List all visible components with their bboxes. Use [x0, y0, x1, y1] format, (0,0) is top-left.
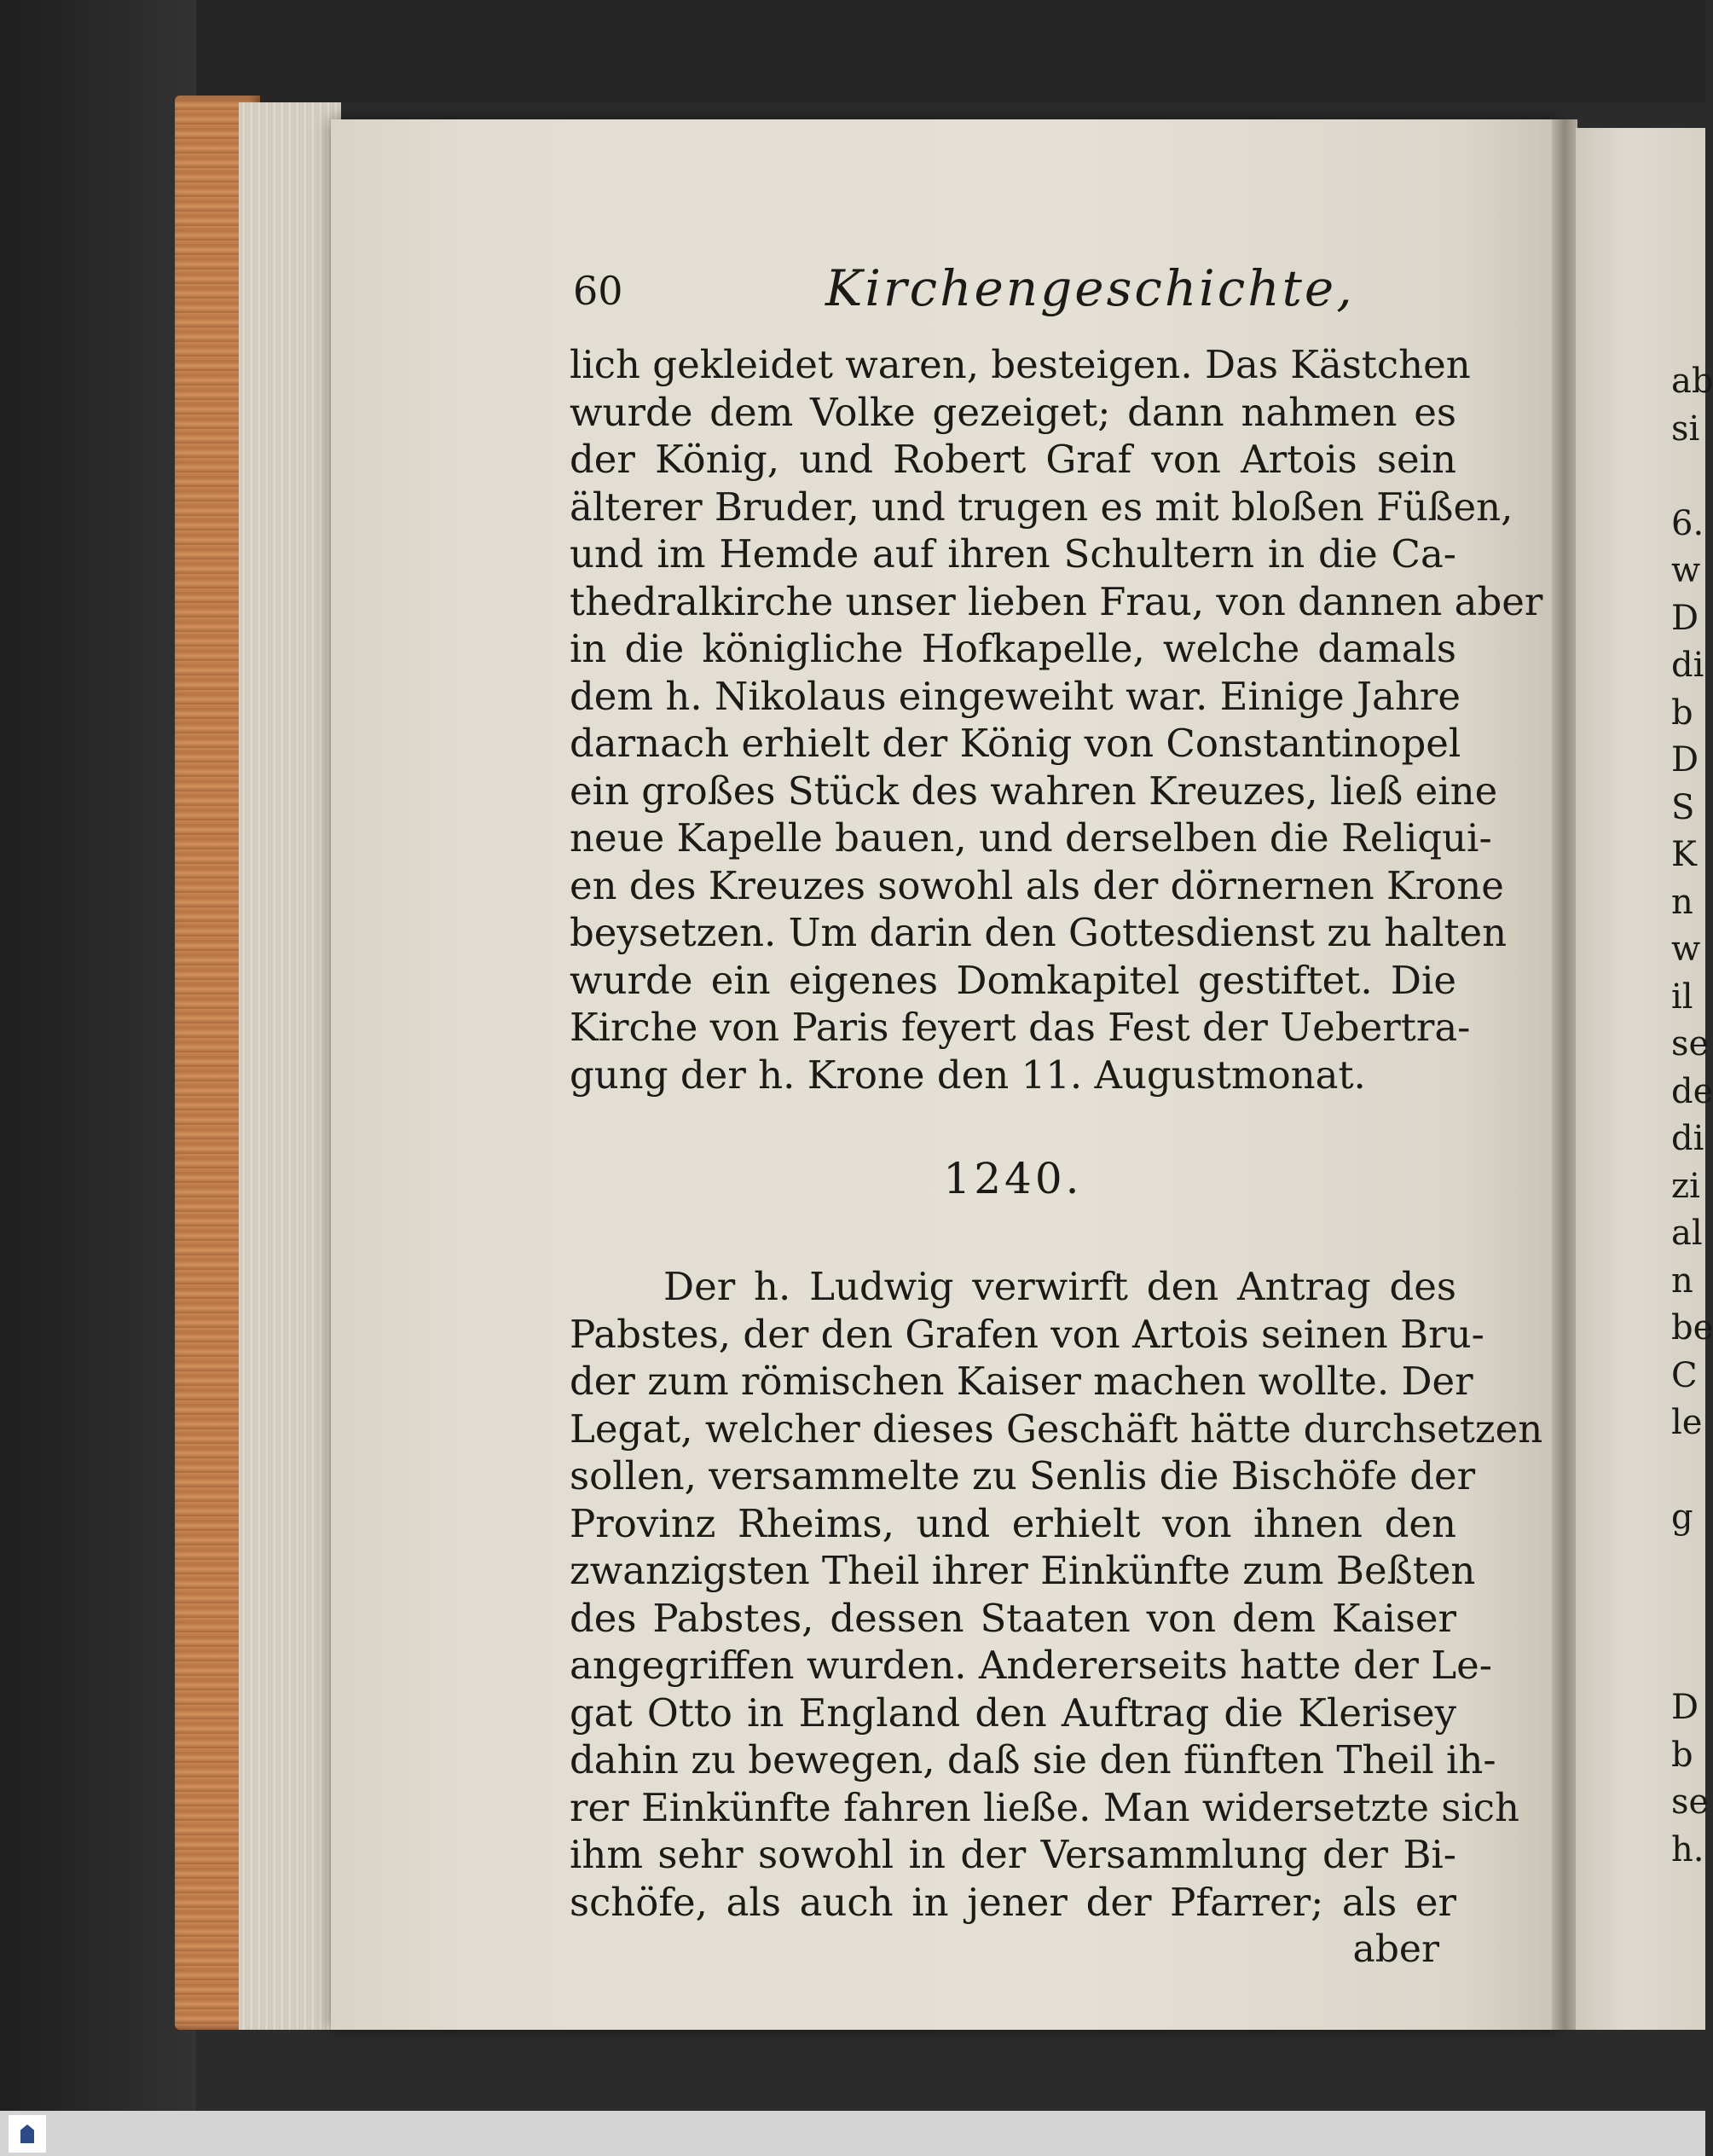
page-text [570, 256, 1543, 1971]
facing-line [1671, 1447, 1705, 1495]
page-stack-edge [239, 102, 341, 2030]
facing-line: n [1671, 1261, 1693, 1301]
facing-line [1671, 453, 1705, 501]
facing-line: se [1671, 1782, 1710, 1822]
paragraph-2 [570, 1263, 1543, 1926]
text-line: dem h. Nikolaus eingeweiht war. Einige Jahre [570, 673, 1461, 719]
facing-page-text-top [1671, 358, 1713, 1542]
facing-line: be [1671, 1308, 1713, 1348]
facing-page-text-bottom [1671, 1684, 1710, 1874]
viewer-footer-bar [0, 2111, 1705, 2156]
text-line: gung der h. Krone den 11. Augustmonat. [570, 1052, 1366, 1098]
book-gutter [1552, 119, 1577, 2030]
facing-line: C [1671, 1355, 1698, 1395]
text-line: beysetzen. Um darin den Gottesdienst zu halten [570, 910, 1508, 955]
facing-line: n [1671, 882, 1693, 922]
text-line: gat Otto in England den Auftrag die Klerisey [570, 1689, 1456, 1736]
paragraph-1 [570, 341, 1543, 1098]
section-year-heading: 1240. [943, 1154, 1083, 1203]
text-line: in die königliche Hofkapelle, welche damals [570, 626, 1456, 671]
page-number: 60 [573, 268, 623, 314]
facing-line: al [1671, 1214, 1703, 1253]
facing-line: si [1671, 409, 1700, 449]
text-line: Provinz Rheims, und erhielt von ihnen den [570, 1500, 1456, 1546]
facing-line: b [1671, 1735, 1693, 1775]
facing-line: di [1671, 646, 1704, 685]
text-line: ein großes Stück des wahren Kreuzes, ließ eine [570, 768, 1498, 814]
library-logo-icon [9, 2115, 46, 2153]
text-line: Kirche von Paris feyert das Fest der Uebertra- [570, 1005, 1471, 1050]
text-line: der König, und Robert Graf von Artois sein [570, 437, 1456, 482]
background-left [0, 0, 196, 2111]
facing-line: D [1671, 740, 1699, 780]
facing-line: ab [1671, 362, 1713, 401]
running-title: Kirchengeschichte, [825, 259, 1355, 317]
text-line: sollen, versammelte zu Senlis die Bischöfe der [570, 1453, 1476, 1498]
facing-line: w [1671, 930, 1701, 969]
text-line: wurde ein eigenes Domkapitel gestiftet. Die [570, 957, 1456, 1003]
text-line: des Pabstes, dessen Staaten von dem Kaiser [570, 1595, 1456, 1641]
text-line: und im Hemde auf ihren Schultern in die Ca- [570, 531, 1456, 577]
facing-line: g [1671, 1498, 1693, 1537]
text-line: rer Einkünfte fahren ließe. Man widersetzte sich [570, 1784, 1519, 1830]
facing-line: D [1671, 1688, 1699, 1727]
facing-line: de [1671, 1071, 1713, 1111]
text-line: en des Kreuzes sowohl als der dörnernen Krone [570, 862, 1504, 908]
facing-line: h. [1671, 1829, 1704, 1869]
text-line: der zum römischen Kaiser machen wollte. Der [570, 1359, 1473, 1404]
text-line: wurde dem Volke gezeiget; dann nahmen es [570, 389, 1456, 435]
facing-line: w [1671, 551, 1701, 590]
text-line: dahin zu bewegen, daß sie den fünften Theil ih- [570, 1737, 1496, 1782]
facing-line: di [1671, 1119, 1704, 1158]
facing-line: zi [1671, 1166, 1700, 1206]
text-line: lich gekleidet waren, besteigen. Das Kästchen [570, 342, 1471, 387]
facing-line: le [1671, 1403, 1703, 1442]
text-line: Legat, welcher dieses Geschäft hätte durchsetzen [570, 1405, 1543, 1452]
page-header [570, 256, 1456, 341]
facing-line: il [1671, 977, 1693, 1017]
facing-line: K [1671, 835, 1697, 874]
text-line: schöfe, als auch in jener der Pfarrer; als er [570, 1879, 1456, 1925]
text-line: darnach erhielt der König von Constantinopel [570, 721, 1461, 766]
text-line: ihm sehr sowohl in der Versammlung der Bi- [570, 1832, 1456, 1877]
facing-line: se [1671, 1024, 1710, 1064]
facing-line: b [1671, 693, 1693, 733]
background-top [0, 0, 1705, 102]
text-line: thedralkirche unser lieben Frau, von dannen aber [570, 578, 1543, 624]
text-line: zwanzigsten Theil ihrer Einkünfte zum Beßten [570, 1548, 1476, 1593]
library-logo-mark [20, 2124, 34, 2143]
text-line: Der h. Ludwig verwirft den Antrag des [663, 1264, 1456, 1309]
facing-line: S [1671, 787, 1695, 827]
text-line: älterer Bruder, und trugen es mit bloßen Füßen, [570, 484, 1513, 530]
facing-line: 6. [1671, 503, 1704, 543]
text-line: neue Kapelle bauen, und derselben die Reliqui- [570, 815, 1492, 861]
facing-line: D [1671, 598, 1699, 638]
catchword: aber [1352, 1927, 1439, 1971]
text-line: angegriffen wurden. Andererseits hatte der Le- [570, 1643, 1492, 1688]
text-line: Pabstes, der den Grafen von Artois seinen Bru- [570, 1311, 1484, 1357]
